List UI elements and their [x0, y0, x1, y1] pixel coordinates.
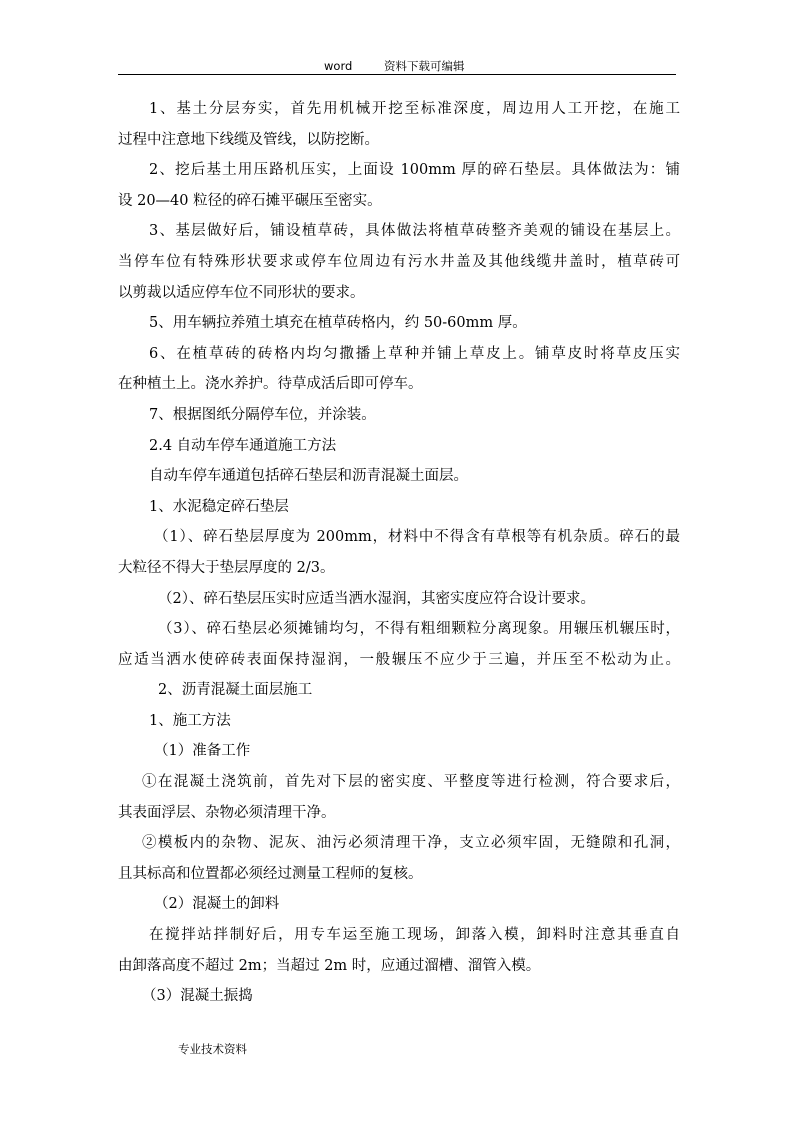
paragraph-line: 由卸落高度不超过 2m；当超过 2m 时，应通过溜槽、溜管入模。: [118, 957, 541, 974]
paragraph-line: 当停车位有特殊形状要求或停车位周边有污水井盖及其他线缆井盖时，植草砖可: [118, 253, 680, 270]
paragraph-line: 以剪裁以适应停车位不同形状的要求。: [118, 284, 365, 301]
paragraph-line: （1）、碎石垫层厚度为 200mm，材料中不得含有草根等有机杂质。碎石的最: [154, 529, 680, 546]
subsection-heading: （3）混凝土振捣: [142, 988, 253, 1005]
paragraph-line: 在种植土上。浇水养护。待草成活后即可停车。: [118, 376, 423, 393]
section-heading: 2.4 自动车停车通道施工方法: [149, 437, 337, 454]
paragraph-line: 在搅拌站拌制好后，用专车运至施工现场，卸落入模，卸料时注意其垂直自: [149, 927, 680, 944]
paragraph-line: ②模板内的杂物、泥灰、油污必须清理干净，支立必须牢固，无缝隙和孔洞，: [142, 835, 680, 852]
paragraph-line: 7、根据图纸分隔停车位，并涂装。: [149, 406, 376, 423]
paragraph-line: （2）、碎石垫层压实时应适当洒水湿润，其密实度应符合设计要求。: [158, 590, 595, 607]
paragraph-line: 3、基层做好后，铺设植草砖，具体做法将植草砖整齐美观的铺设在基层上。: [149, 223, 680, 240]
header-word: word: [324, 59, 353, 73]
paragraph-line: 其表面浮层、杂物必须清理干净。: [118, 804, 336, 821]
document-body: [118, 94, 680, 1012]
paragraph-line: 2、挖后基土用压路机压实，上面设 100mm 厚的碎石垫层。具体做法为：铺: [149, 162, 680, 179]
paragraph-line: （3）、碎石垫层必须摊铺均匀，不得有粗细颗粒分离现象。用辗压机辗压时，: [158, 621, 680, 638]
paragraph-line: 自动车停车通道包括碎石垫层和沥青混凝土面层。: [149, 468, 468, 485]
subsection-heading: （1）准备工作: [154, 743, 251, 760]
paragraph-line: 1、基土分层夯实，首先用机械开挖至标准深度，周边用人工开挖，在施工: [149, 101, 680, 117]
paragraph-line: 应适当洒水使碎砖表面保持湿润，一般辗压不应少于三遍，并压至不松动为止。: [118, 651, 680, 668]
paragraph-line: 过程中注意地下线缆及管线，以防挖断。: [118, 131, 379, 148]
page-footer: 专业技术资料: [178, 1042, 247, 1056]
subsection-heading: 1、施工方法: [149, 712, 231, 729]
subsection-heading: 1、水泥稳定碎石垫层: [149, 498, 289, 515]
subsection-heading: （2）混凝土的卸料: [154, 896, 280, 913]
paragraph-line: 且其标高和位置都必须经过测量工程师的复核。: [118, 865, 423, 882]
paragraph-line: 大粒径不得大于垫层厚度的 2/3。: [118, 559, 335, 576]
paragraph-line: 6、在植草砖的砖格内均匀撒播上草种并铺上草皮上。铺草皮时将草皮压实: [149, 345, 680, 362]
paragraph-line: ①在混凝土浇筑前，首先对下层的密实度、平整度等进行检测，符合要求后，: [142, 774, 680, 791]
subsection-heading: 2、沥青混凝土面层施工: [158, 682, 313, 699]
header-divider: [118, 74, 676, 75]
paragraph-line: 设 20—40 粒径的碎石摊平碾压至密实。: [118, 192, 382, 209]
paragraph-line: 5、用车辆拉养殖土填充在植草砖格内，约 50-60mm 厚。: [149, 315, 527, 332]
header-editable-note: 资料下载可编辑: [384, 59, 465, 73]
